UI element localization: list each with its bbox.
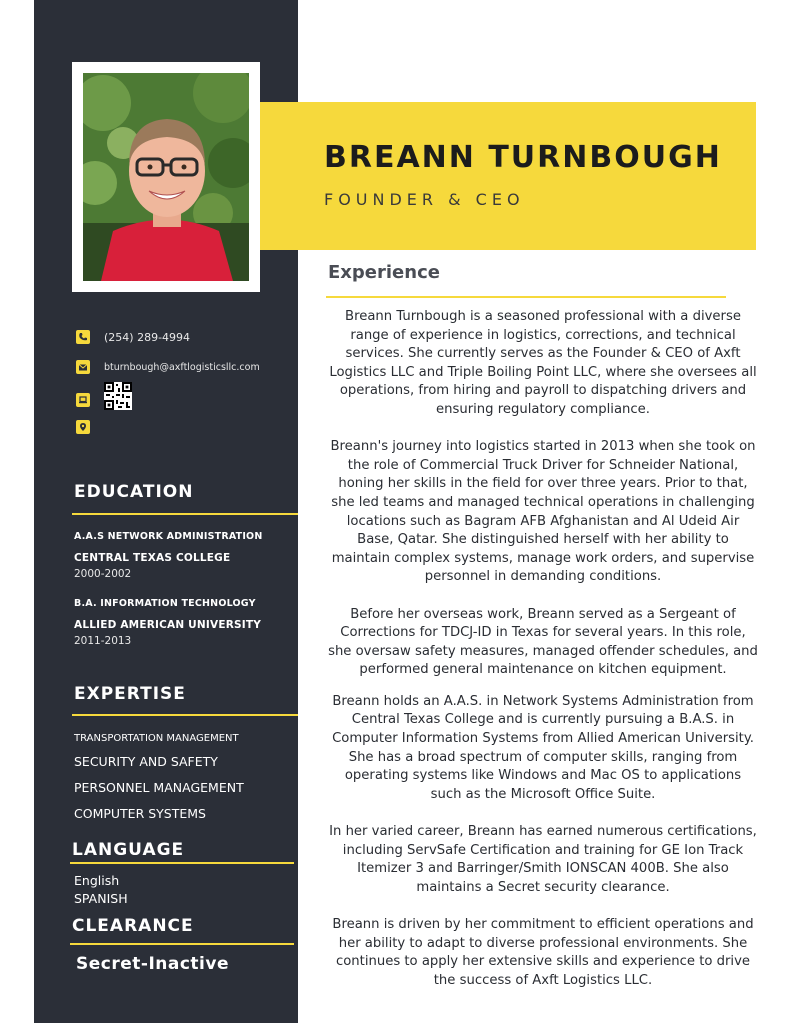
phone-number[interactable]: (254) 289-4994 <box>104 330 191 344</box>
expertise-divider <box>72 714 298 716</box>
full-name: BREANN TURNBOUGH <box>324 140 722 175</box>
education-years: 2011-2013 <box>74 635 132 647</box>
experience-divider <box>326 296 726 298</box>
expertise-item: PERSONNEL MANAGEMENT <box>74 780 244 795</box>
expertise-heading: EXPERTISE <box>74 684 186 704</box>
location-pin-icon <box>76 420 90 434</box>
education-heading: EDUCATION <box>74 482 194 502</box>
photo-frame <box>72 62 260 292</box>
clearance-heading: CLEARANCE <box>72 916 194 936</box>
phone-row <box>76 330 190 344</box>
clearance-value: Secret-Inactive <box>76 954 229 974</box>
email-address[interactable]: bturnbough@axftlogisticsllc.com <box>104 361 260 373</box>
language-item: English <box>74 873 120 888</box>
experience-paragraph: Breann holds an A.A.S. in Network Systems Administration from Central Texas College and is currently pursuing a B.A.S. in Computer Information Systems from Allied American University. She has a broad spectrum of computer skills, ranging from operating systems like Windows and Mac OS to applications such as the Microsoft Office Suite. <box>332 693 754 802</box>
email-row <box>76 360 260 374</box>
education-years: 2000-2002 <box>74 568 132 580</box>
qr-code-icon[interactable] <box>104 382 132 410</box>
expertise-item: COMPUTER SYSTEMS <box>74 806 206 821</box>
job-title: FOUNDER & CEO <box>324 190 525 209</box>
education-degree: B.A. INFORMATION TECHNOLOGY <box>74 598 256 609</box>
name-banner <box>260 102 756 250</box>
email-icon <box>76 360 90 374</box>
expertise-item: SECURITY AND SAFETY <box>74 754 218 769</box>
experience-paragraph: Breann's journey into logistics started in 2013 when she took on the role of Commercial Truck Driver for Schneider National, honing her skills in the field for over three years. Prior to that, she led teams and managed technical operations in challenging locations such as Bagram AFB Afghanistan and Al Udeid Air Base, Qatar. She distinguished herself with her ability to maintain complex systems, manage work orders, and supervise personnel in demanding conditions. <box>330 439 756 585</box>
language-divider <box>70 862 294 864</box>
experience-paragraph: Before her overseas work, Breann served as a Sergeant of Corrections for TDCJ-ID in Texas for several years. In this role, she oversaw safety measures, managed offender schedules, and performed general maintenance on kitchen equipment. <box>328 606 758 678</box>
laptop-icon <box>76 393 90 407</box>
experience-paragraph: Breann Turnbough is a seasoned professional with a diverse range of experience in logistics, corrections, and technical services. She currently serves as the Founder & CEO of Axft Logistics LLC and Triple Boiling Point LLC, where she oversees all operations, from hiring and payroll to dispatching drivers and ensuring regulatory compliance. <box>329 309 757 417</box>
clearance-divider <box>70 943 294 945</box>
expertise-item: TRANSPORTATION MANAGEMENT <box>74 733 239 744</box>
experience-heading: Experience <box>328 262 440 283</box>
location-row <box>76 420 90 434</box>
experience-body <box>328 308 758 1009</box>
language-item: SPANISH <box>74 891 128 906</box>
education-school: ALLIED AMERICAN UNIVERSITY <box>74 619 262 631</box>
education-school: CENTRAL TEXAS COLLEGE <box>74 552 231 564</box>
website-row <box>76 382 132 410</box>
phone-icon <box>76 330 90 344</box>
experience-paragraph: Breann is driven by her commitment to efficient operations and her ability to adapt to diverse professional environments. She continues to apply her extensive skills and experience to drive the success of Axft Logistics LLC. <box>332 917 754 988</box>
education-divider <box>72 513 298 515</box>
education-degree: A.A.S NETWORK ADMINISTRATION <box>74 531 263 542</box>
language-heading: LANGUAGE <box>72 840 185 860</box>
experience-paragraph: In her varied career, Breann has earned numerous certifications, including ServSafe Certification and training for GE Ion Track Itemizer 3 and Barringer/Smith IONSCAN 400B. She also maintains a Secret security clearance. <box>329 824 757 895</box>
portrait-photo <box>83 73 249 281</box>
